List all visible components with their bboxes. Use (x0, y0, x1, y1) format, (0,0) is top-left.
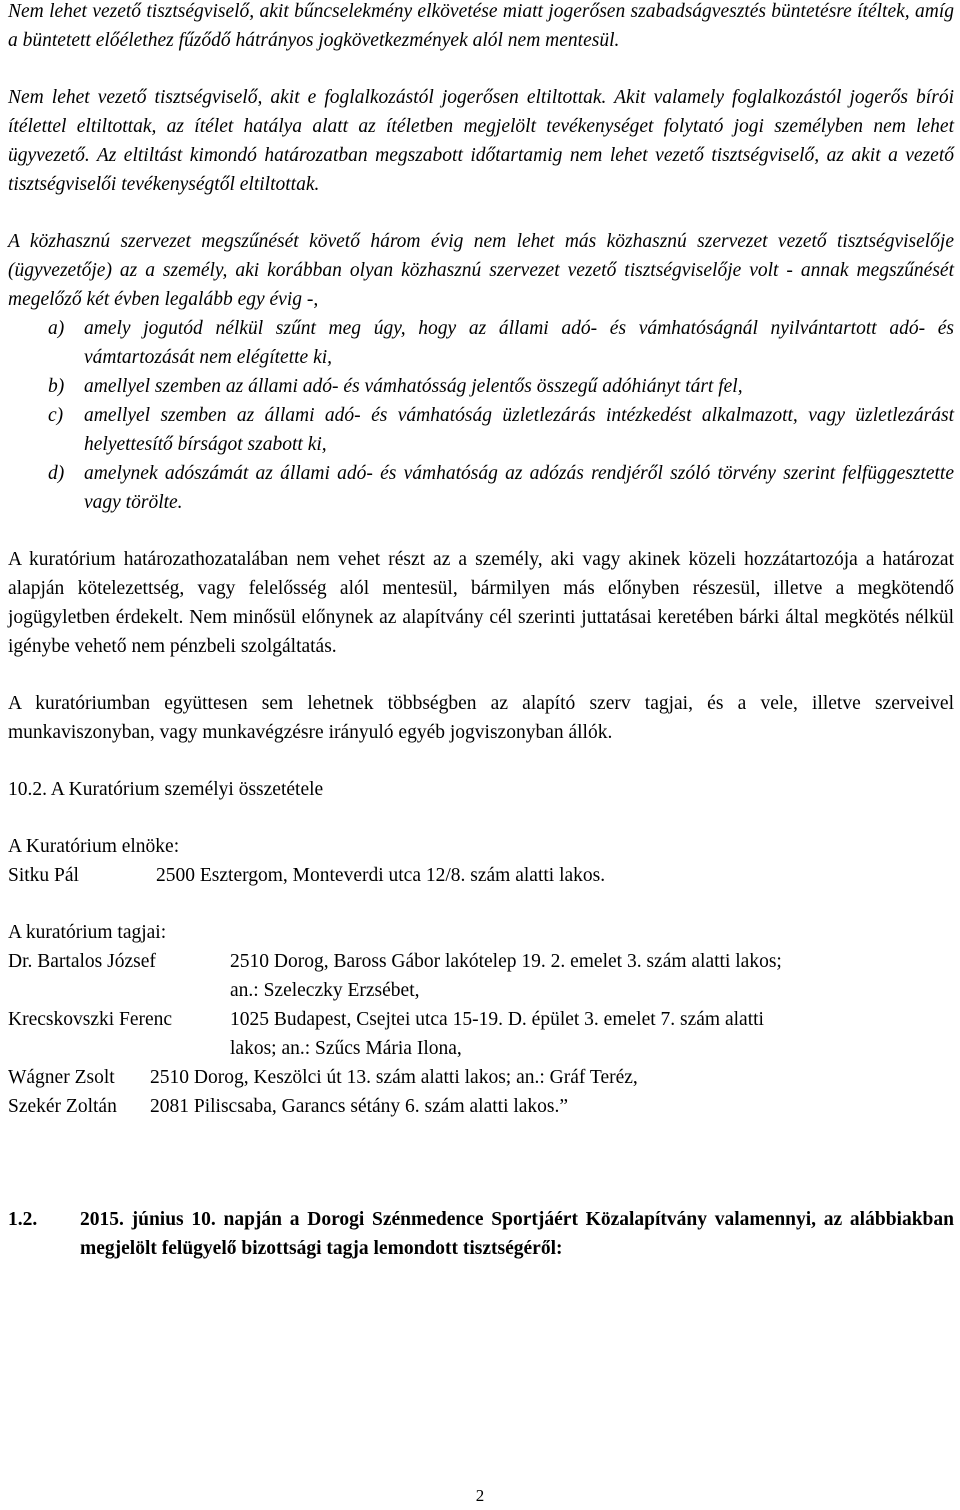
member-address-continued: lakos; an.: Szűcs Mária Ilona, (230, 1038, 462, 1059)
member-name: Szekér Zoltán (8, 1096, 117, 1117)
condition-list (8, 314, 954, 517)
member-address: 2081 Piliscsaba, Garancs sétány 6. szám alatti lakos.” (150, 1096, 569, 1117)
final-section-number: 1.2. (8, 1209, 38, 1230)
member-name: Krecskovszki Ferenc (8, 1009, 173, 1030)
list-item-text: amelynek adószámát az állami adó- és vámhatóság az adózás rendjéről szóló törvény szerint felfüggesztette vagy törölte. (84, 463, 954, 513)
list-item-label: a) (48, 318, 65, 339)
final-section-text: 2015. június 10. napján a Dorogi Szénmedence Sportjáért Közalapítvány valamennyi, az alábbiakban megjelölt felügyelő bizottsági tagja lemondott tisztségéről: (80, 1209, 954, 1259)
list-item (8, 459, 954, 517)
list-item-text: amellyel szemben az állami adó- és vámhatósság jelentős összegű adóhiányt tárt fel, (84, 376, 743, 397)
member-name: Dr. Bartalos József (8, 951, 156, 972)
member-row (8, 1005, 954, 1034)
section-heading: 10.2. A Kuratórium személyi összetétele (8, 779, 324, 800)
list-item (8, 314, 954, 372)
paragraph-public-benefit: A közhasznú szervezet megszűnését követő három évig nem lehet más közhasznú szervezet vezető tisztségviselője (ügyvezetője) az a személy, aki korábban olyan közhasznú szervezet vezető tisztségviselője volt - annak megszűnését megelőző két évben legalább egy évig -, (8, 231, 954, 310)
list-item-label: b) (48, 376, 65, 397)
member-address: 1025 Budapest, Csejtei utca 15-19. D. épület 3. emelet 7. szám alatti (230, 1009, 764, 1030)
member-address: 2510 Dorog, Keszölci út 13. szám alatti lakos; an.: Gráf Teréz, (150, 1067, 638, 1088)
member-name: Wágner Zsolt (8, 1067, 115, 1088)
member-row (8, 1063, 954, 1092)
list-item-text: amely jogutód nélkül szűnt meg úgy, hogy az állami adó- és vámhatóságnál nyilvántartott adó- és vámtartozását nem elégítette ki, (84, 318, 954, 368)
list-item-label: c) (48, 405, 64, 426)
document-page (8, 0, 954, 1263)
paragraph-conviction: Nem lehet vezető tisztségviselő, akit bűncselekmény elkövetése miatt jogerősen szabadságvesztés büntetésre ítéltek, amíg a büntetett előélethez fűződő hátrányos jogkövetkezmények alól nem mentesül. (8, 1, 954, 51)
chair-heading: A Kuratórium elnöke: (8, 836, 180, 857)
list-item (8, 372, 954, 401)
paragraph-majority-rule: A kuratóriumban együttesen sem lehetnek többségben az alapító szerv tagjai, és a vele, illetve szerveivel munkaviszonyban, vagy munkavégzésre irányuló egyéb jogviszonyban állók. (8, 693, 954, 743)
list-item-label: d) (48, 463, 65, 484)
chair-name: Sitku Pál (8, 865, 79, 886)
members-heading: A kuratórium tagjai: (8, 922, 167, 943)
member-row (8, 1092, 954, 1121)
chair-address: 2500 Esztergom, Monteverdi utca 12/8. szám alatti lakos. (156, 865, 606, 886)
chair-row (8, 861, 954, 890)
paragraph-conflict-of-interest: A kuratórium határozathozatalában nem vehet részt az a személy, aki vagy akinek közeli hozzátartozója a határozat alapján kötelezettség, vagy felelősség alól mentesül, bármilyen más előnyben részesül, illetve a megkötendő jogügyletben érdekelt. Nem minősül előnynek az alapítvány cél szerinti juttatásai keretében bárki által megkötés nélkül igénybe vehető nem pénzbeli szolgáltatás. (8, 549, 954, 657)
list-item-text: amellyel szemben az állami adó- és vámhatóság üzletlezárás intézkedést alkalmazott, vagy üzletlezárást helyettesítő bírságot szabott ki, (84, 405, 954, 455)
list-item (8, 401, 954, 459)
member-address-continued: an.: Szeleczky Erzsébet, (230, 980, 420, 1001)
final-section (8, 1205, 954, 1263)
paragraph-prohibition: Nem lehet vezető tisztségviselő, akit e foglalkozástól jogerősen eltiltottak. Akit valamely foglalkozástól jogerős bírói ítélettel eltiltottak, az ítélet hatálya alatt az ítéletben megjelölt tevékenységet folytató jogi személyben nem lehet ügyvezető. Az eltiltást kimondó határozatban megszabott időtartamig nem lehet vezető tisztségviselő, az akit a vezető tisztségviselői tevékenységtől eltiltottak. (8, 87, 954, 195)
member-address: 2510 Dorog, Baross Gábor lakótelep 19. 2. emelet 3. szám alatti lakos; (230, 951, 782, 972)
member-row (8, 947, 954, 976)
page-number: 2 (475, 1486, 485, 1505)
